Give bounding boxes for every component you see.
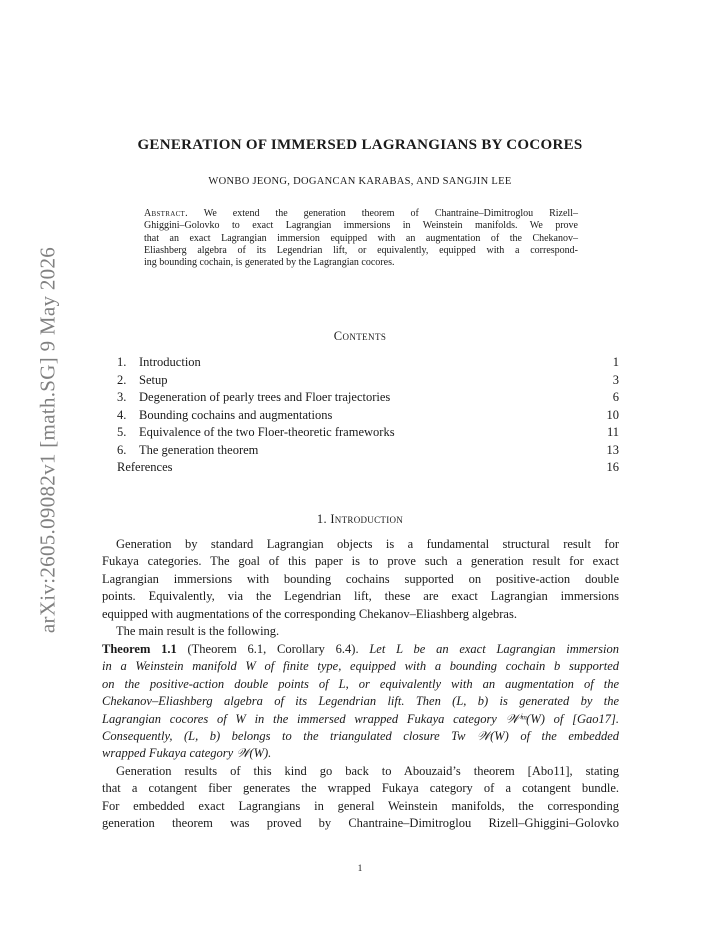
toc-title: Degeneration of pearly trees and Floer trajectories xyxy=(139,390,391,404)
toc-title: References xyxy=(117,460,173,474)
toc-entry-degeneration[interactable] xyxy=(117,389,619,407)
contents-heading: Contents xyxy=(333,329,387,343)
toc-page: 6 xyxy=(612,390,619,404)
section-heading xyxy=(0,512,720,527)
paper-authors: WONBO JEONG, DOGANCAN KARABAS, AND SANGJIN LEE xyxy=(208,176,512,187)
text-line: on the positive-action double points of L, or equivalently with an augmentation of the xyxy=(102,676,619,691)
page-number: 1 xyxy=(357,864,363,874)
paper-title: GENERATION OF IMMERSED LAGRANGIANS BY COCORES xyxy=(137,137,583,153)
toc-entry-generation-theorem[interactable] xyxy=(117,442,619,460)
text-line: Fukaya categories. The goal of this paper is to prove such a generation result for exact xyxy=(102,554,619,569)
toc-title: The generation theorem xyxy=(139,442,259,457)
text-line: in a Weinstein manifold W of finite type, equipped with a bounding cochain b supported xyxy=(102,659,619,674)
toc-page: 11 xyxy=(606,425,619,439)
text-line: Lagrangian immersions with bounding cochains supported on positive-action double xyxy=(102,571,619,586)
toc-number: 6. xyxy=(117,442,127,457)
section-number: 1. xyxy=(316,512,327,526)
toc-number: 5. xyxy=(117,425,127,439)
text-line: Generation by standard Lagrangian objects is a fundamental structural result for xyxy=(116,537,619,551)
text-line: Generation results of this kind go back to Abouzaid’s theorem [Abo11], stating xyxy=(116,764,619,778)
toc-number: 3. xyxy=(117,390,127,404)
toc-entry-introduction[interactable] xyxy=(117,354,619,372)
toc-page: 10 xyxy=(606,407,619,422)
theorem-1-1 xyxy=(102,641,619,763)
toc-entry-equivalence[interactable] xyxy=(117,424,619,442)
text-line: that a cotangent fiber generates the wrapped Fukaya category of a cotangent bundle. xyxy=(102,781,619,796)
text-line: equipped with augmentations of the corresponding Chekanov–Eliashberg algebras. xyxy=(102,606,517,621)
text-line: For embedded exact Lagrangians in general Weinstein manifolds, the corresponding xyxy=(102,798,619,813)
arxiv-identifier-stamp: arXiv:2605.09082v1 [math.SG] 9 May 2026 xyxy=(35,246,60,634)
toc-page: 1 xyxy=(612,355,619,369)
toc-title: Introduction xyxy=(139,355,201,369)
history-paragraph xyxy=(102,763,619,833)
text-line: Lagrangian cocores of W in the immersed wrapped Fukaya category 𝒲ⁱᵐ(W) of [Gao17]. xyxy=(102,711,619,726)
abstract-line: that an exact Lagrangian immersion equipped with an augmentation of the Chekanov– xyxy=(144,232,578,244)
abstract-heading: Abstract. xyxy=(144,208,188,219)
abstract xyxy=(144,208,578,269)
abstract-line: Abstract. We extend the generation theorem of Chantraine–Dimitroglou Rizell– xyxy=(144,208,578,219)
toc-number: 4. xyxy=(117,407,127,422)
text-line: generation theorem was proved by Chantraine–Dimitroglou Rizell–Ghiggini–Golovko xyxy=(102,816,619,831)
table-of-contents xyxy=(117,354,619,477)
text-line: Consequently, (L, b) belongs to the triangulated closure Tw 𝒲(W) of the embedded xyxy=(102,729,619,744)
toc-page: 3 xyxy=(612,372,619,387)
toc-page: 13 xyxy=(606,442,619,457)
toc-title: Equivalence of the two Floer-theoretic frameworks xyxy=(139,425,395,439)
theorem-statement: Let L be an exact Lagrangian immersion xyxy=(369,642,620,656)
theorem-label: Theorem 1.1 xyxy=(102,642,177,656)
intro-paragraph xyxy=(102,536,619,640)
text-line: The main result is the following. xyxy=(116,624,280,639)
toc-page: 16 xyxy=(606,460,619,474)
toc-number: 2. xyxy=(117,372,127,387)
theorem-reference: (Theorem 6.1, Corollary 6.4). xyxy=(187,642,359,656)
toc-entry-bounding-cochains[interactable] xyxy=(117,407,619,425)
text-line: wrapped Fukaya category 𝒲(W). xyxy=(102,746,272,761)
toc-title: Bounding cochains and augmentations xyxy=(139,407,333,422)
text-line: Chekanov–Eliashberg algebra of its Legendrian lift. Then (L, b) is generated by the xyxy=(102,694,619,709)
toc-title: Setup xyxy=(139,372,168,387)
text-line: points. Equivalently, via the Legendrian lift, these are exact Lagrangian immersions xyxy=(102,589,619,604)
abstract-line: ing bounding cochain, is generated by the Lagrangian cocores. xyxy=(144,257,395,269)
toc-number: 1. xyxy=(117,355,127,369)
toc-entry-setup[interactable] xyxy=(117,372,619,390)
abstract-line: Eliashberg algebra of its Legendrian lift, or equivalently, equipped with a correspond- xyxy=(144,244,578,256)
text-line xyxy=(102,641,619,658)
abstract-line: Ghiggini–Golovko to exact Lagrangian immersions in Weinstein manifolds. We prove xyxy=(144,220,578,232)
section-title: Introduction xyxy=(330,512,404,526)
toc-entry-references[interactable] xyxy=(117,459,619,477)
